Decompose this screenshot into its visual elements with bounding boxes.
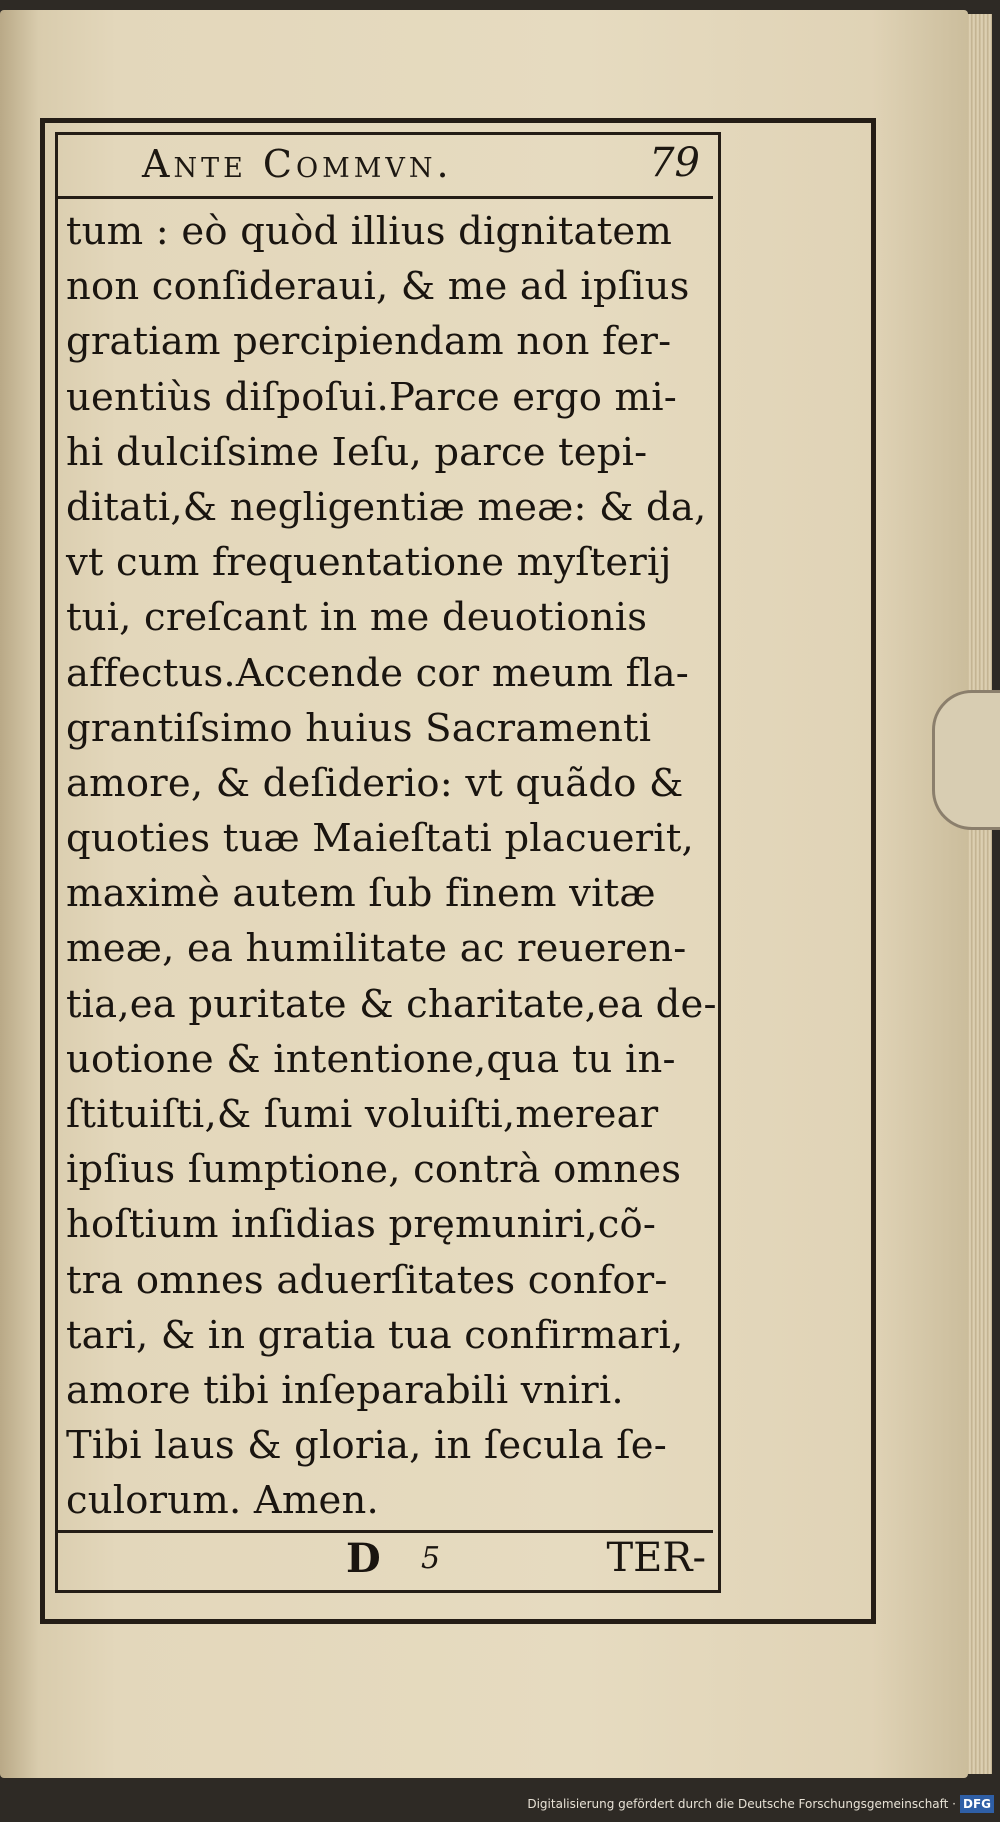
- running-head-title: Ante Commvn.: [142, 142, 453, 186]
- text-line: vt cum frequentatione myſterij: [66, 540, 672, 586]
- text-line: culorum. Amen.: [66, 1478, 379, 1524]
- text-line: tra omnes aduerſitates confor-: [66, 1257, 668, 1303]
- signature-number: 5: [421, 1541, 441, 1576]
- text-line: uentiùs diſpoſui.Parce ergo mi-: [66, 374, 677, 420]
- dfg-logo: DFG: [960, 1795, 994, 1813]
- running-head: [62, 140, 712, 196]
- text-line: ſtituiſti,& ſumi voluiſti,merear: [66, 1092, 659, 1137]
- text-line: Tibi laus & gloria, in ſecula ſe-: [66, 1423, 667, 1469]
- text-line: hoſtium inſidias pręmuniri,cõ-: [66, 1202, 657, 1248]
- head-rule: [58, 196, 713, 199]
- digitization-credit: Digitalisierung gefördert durch die Deutsche Forschungsgemeinschaft ·: [527, 1797, 956, 1811]
- text-line: tui, creſcant in me deuotionis: [66, 595, 648, 641]
- text-line: tia,ea puritate & charitate,ea de-: [66, 981, 717, 1027]
- text-line: amore tibi inſeparabili vniri.: [66, 1367, 624, 1413]
- text-line: amore, & deſiderio: vt quãdo &: [66, 760, 684, 806]
- text-line: uotione & intentione,qua tu in-: [66, 1036, 676, 1082]
- text-line: affectus.Accende cor meum fla-: [66, 650, 689, 696]
- body-text: [66, 204, 717, 1529]
- book-clasp: [932, 690, 1000, 830]
- signature-mark: D: [346, 1535, 381, 1582]
- page-number: 79: [649, 140, 700, 186]
- text-line: ditati,& negligentiæ meæ: & da,: [66, 484, 707, 530]
- text-line: hi dulciſsime Ieſu, parce tepi-: [66, 429, 648, 475]
- text-line: meæ, ea humilitate ac reueren-: [66, 926, 687, 972]
- text-line: non conſideraui, & me ad ipſius: [66, 264, 690, 310]
- text-line: maximè autem ſub finem vitæ: [66, 871, 656, 917]
- text-line: tum : eò quòd illius dignitatem: [66, 209, 673, 254]
- text-line: tari, & in gratia tua confirmari,: [66, 1312, 684, 1358]
- foot-rule: [58, 1530, 713, 1533]
- text-line: gratiam percipiendam non fer-: [66, 319, 672, 365]
- catchword: TER-: [606, 1535, 706, 1581]
- page-edges: [968, 14, 992, 1774]
- text-line: ipſius ſumptione, contrà omnes: [66, 1147, 682, 1193]
- text-line: grantiſsimo huius Sacramenti: [66, 705, 652, 751]
- page-footer: [66, 1535, 712, 1585]
- text-line: quoties tuæ Maieſtati placuerit,: [66, 816, 694, 862]
